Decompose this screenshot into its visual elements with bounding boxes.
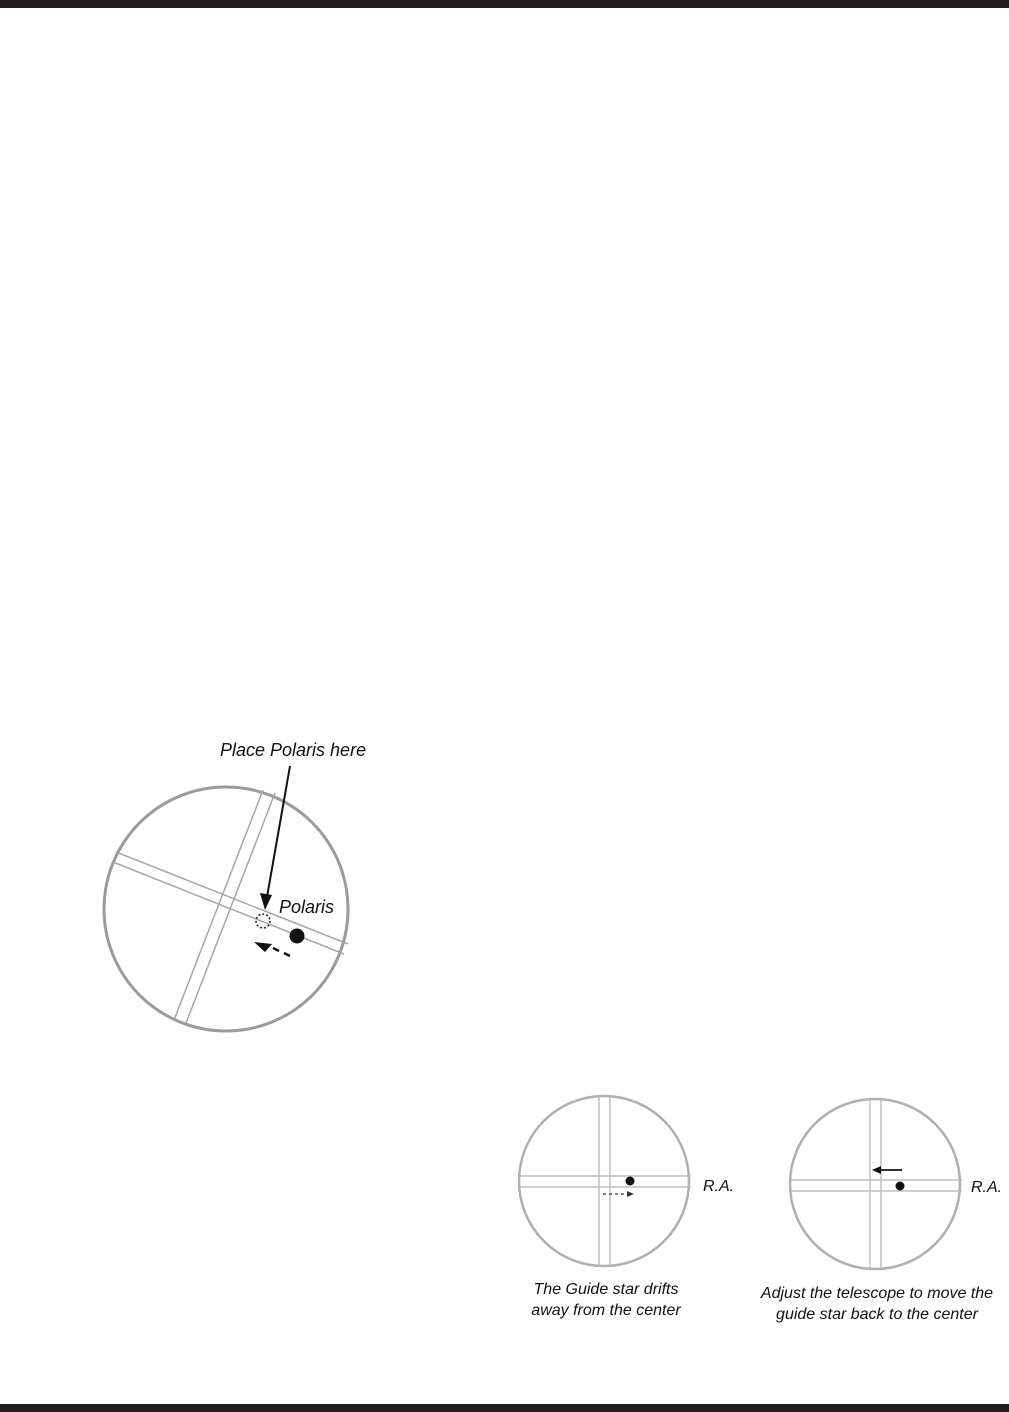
guide-figure-drift — [519, 1096, 734, 1319]
guide-star-icon — [896, 1182, 905, 1191]
guide-reticle-circle-icon — [790, 1099, 960, 1269]
caption-line-1: The Guide star drifts — [533, 1281, 679, 1298]
caption-line-1: Adjust the telescope to move the — [760, 1285, 994, 1302]
guide-star-icon — [626, 1177, 635, 1186]
polar-alignment-figure — [104, 740, 366, 1031]
callout-arrow-icon — [267, 766, 290, 897]
guide-reticle-circle-icon — [519, 1096, 689, 1266]
polaris-star-icon — [290, 929, 305, 944]
bottom-page-bar — [0, 1404, 1009, 1412]
polaris-label: Polaris — [279, 897, 335, 917]
place-polaris-callout: Place Polaris here — [220, 740, 367, 760]
drift-dashed-arrow-icon — [603, 1191, 634, 1197]
caption-line-2: guide star back to the center — [776, 1306, 978, 1323]
ra-axis-label: R.A. — [971, 1179, 1003, 1196]
guide-figure-adjust — [760, 1099, 1002, 1323]
dashed-move-arrow-icon — [254, 942, 290, 956]
caption-line-2: away from the center — [531, 1302, 681, 1319]
adjust-arrow-icon — [872, 1166, 902, 1174]
ra-axis-label: R.A. — [703, 1178, 735, 1195]
callout-arrowhead-icon — [260, 893, 272, 910]
